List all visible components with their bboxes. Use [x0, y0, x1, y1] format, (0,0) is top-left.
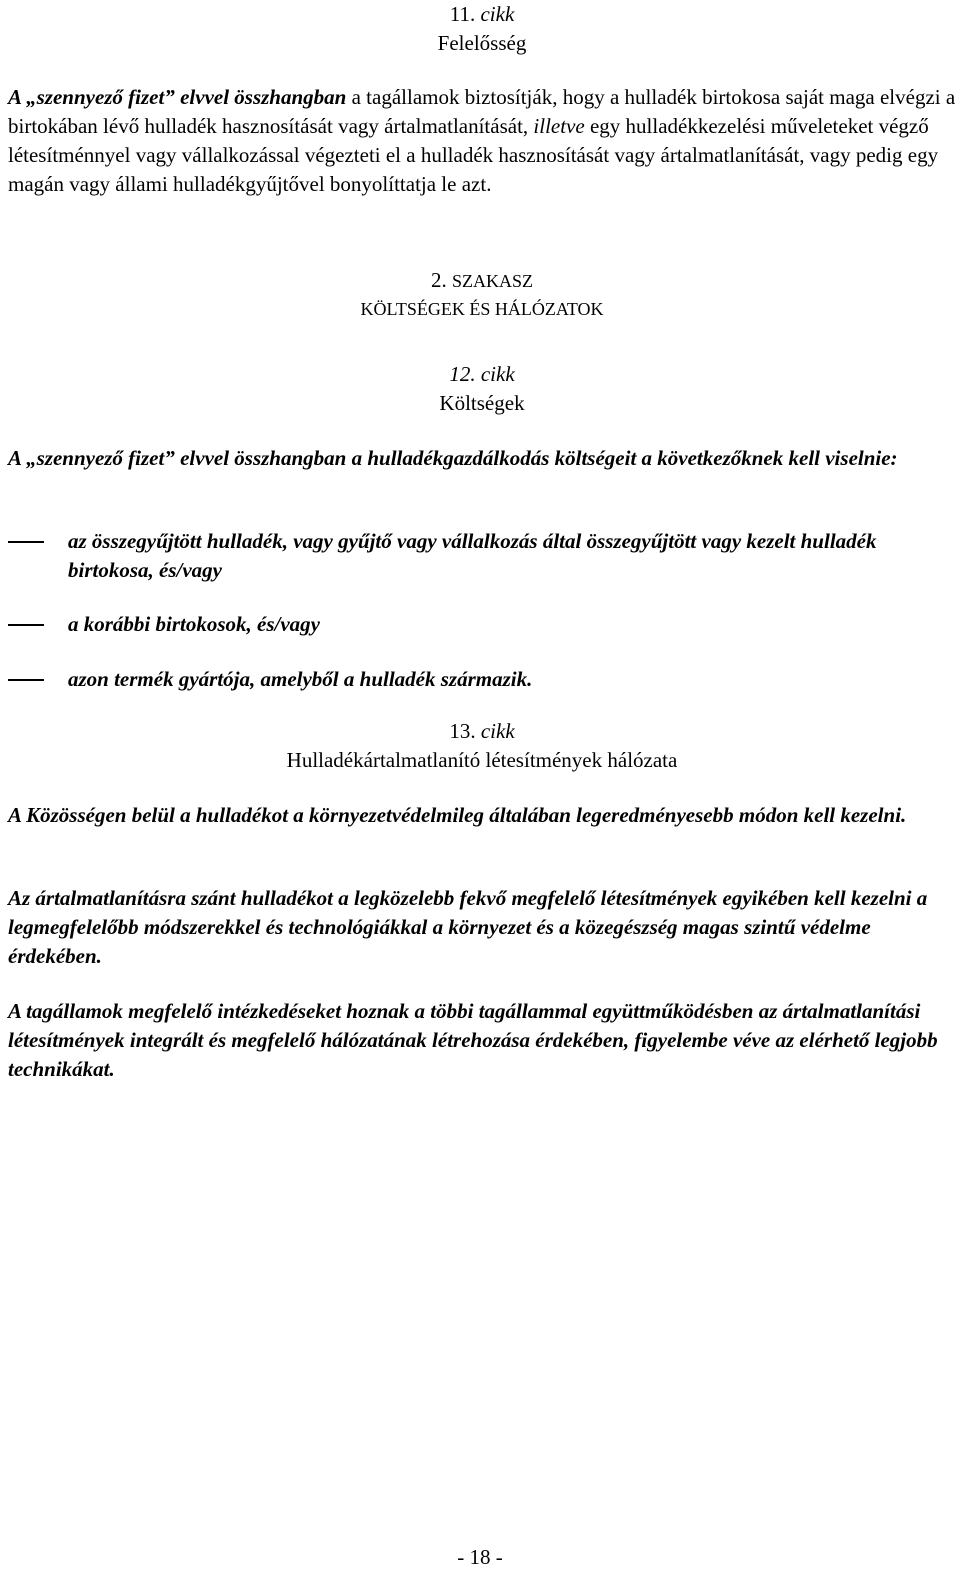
section-2-title: KÖLTSÉGEK ÉS HÁLÓZATOK: [360, 299, 604, 319]
article-13-paragraph-1: A Közösségen belül a hulladékot a környezetvédelmileg általában legeredményesebb módon kell kezelni.: [8, 803, 907, 827]
article-12-intro: A „szennyező fizet” elvvel összhangban a hulladékgazdálkodás költségeit a következőknek kell viselnie:: [8, 446, 898, 470]
list-item-text: az összegyűjtött hulladék, vagy gyűjtő vagy vállalkozás által összegyűjtött vagy kezelt hulladék birtokosa, és/vagy: [68, 529, 877, 582]
article-13-paragraph-3: A tagállamok megfelelő intézkedéseket hoznak a többi tagállammal együttműködésben az ártalmatlanítási létesítmények integrált és megfelelő hálózatának létrehozása érdekében, figyelembe véve az elérhető legjobb technikákat.: [8, 999, 938, 1081]
article-11-lead: A „szennyező fizet” elvvel összhangban: [8, 85, 347, 109]
section-2-label: SZAKASZ: [451, 271, 533, 291]
article-11-title: Felelősség: [437, 31, 527, 55]
article-13-number: [8, 717, 956, 746]
dash-bullet: [8, 624, 44, 626]
article-12-number-value: 12.: [449, 362, 476, 386]
list-item-text: azon termék gyártója, amelyből a hulladék származik.: [68, 667, 533, 691]
article-13-word: cikk: [480, 719, 515, 743]
section-2-number-value: 2.: [430, 268, 447, 292]
article-13-title: Hulladékártalmatlanító létesítmények hálózata: [286, 748, 678, 772]
section-2-number: [8, 266, 956, 296]
article-11-number: [8, 0, 956, 29]
article-11-number-value: 11.: [449, 2, 476, 26]
dash-bullet: [8, 541, 44, 543]
article-12-title: Költségek: [439, 391, 525, 415]
article-11-paragraph: [8, 83, 956, 199]
dash-bullet: [8, 679, 44, 681]
article-13-paragraph-2: Az ártalmatlanításra szánt hulladékot a legközelebb fekvő megfelelő létesítmények egyikében kell kezelni a legmegfelelőbb módszerekkel és technológiákkal a környezet és a közegészség magas szintű védelme érdekében.: [8, 886, 928, 968]
page-number: - 18 -: [457, 1545, 503, 1569]
article-11-illetve: illetve: [533, 114, 585, 138]
article-11-word: cikk: [480, 2, 515, 26]
article-11-text-1: a tagállamok biztosítják, hogy a hulladék birtokosa saját maga elvégzi a birtokában lévő hulladék hasznosítását vagy ártalmatlanítását,: [8, 85, 956, 138]
list-item-text: a korábbi birtokosok, és/vagy: [68, 612, 320, 636]
article-12-word: cikk: [480, 362, 515, 386]
article-11-text-2: egy hulladékkezelési műveleteket végző létesítménnyel vagy vállalkozással végezteti el a hulladék hasznosítását vagy ártalmatlanítását, vagy pedig egy magán vagy állami hulladékgyűjtővel bonyolíttatja le azt.: [8, 114, 939, 196]
article-13-number-value: 13.: [449, 719, 476, 743]
article-12-number: [8, 360, 956, 389]
